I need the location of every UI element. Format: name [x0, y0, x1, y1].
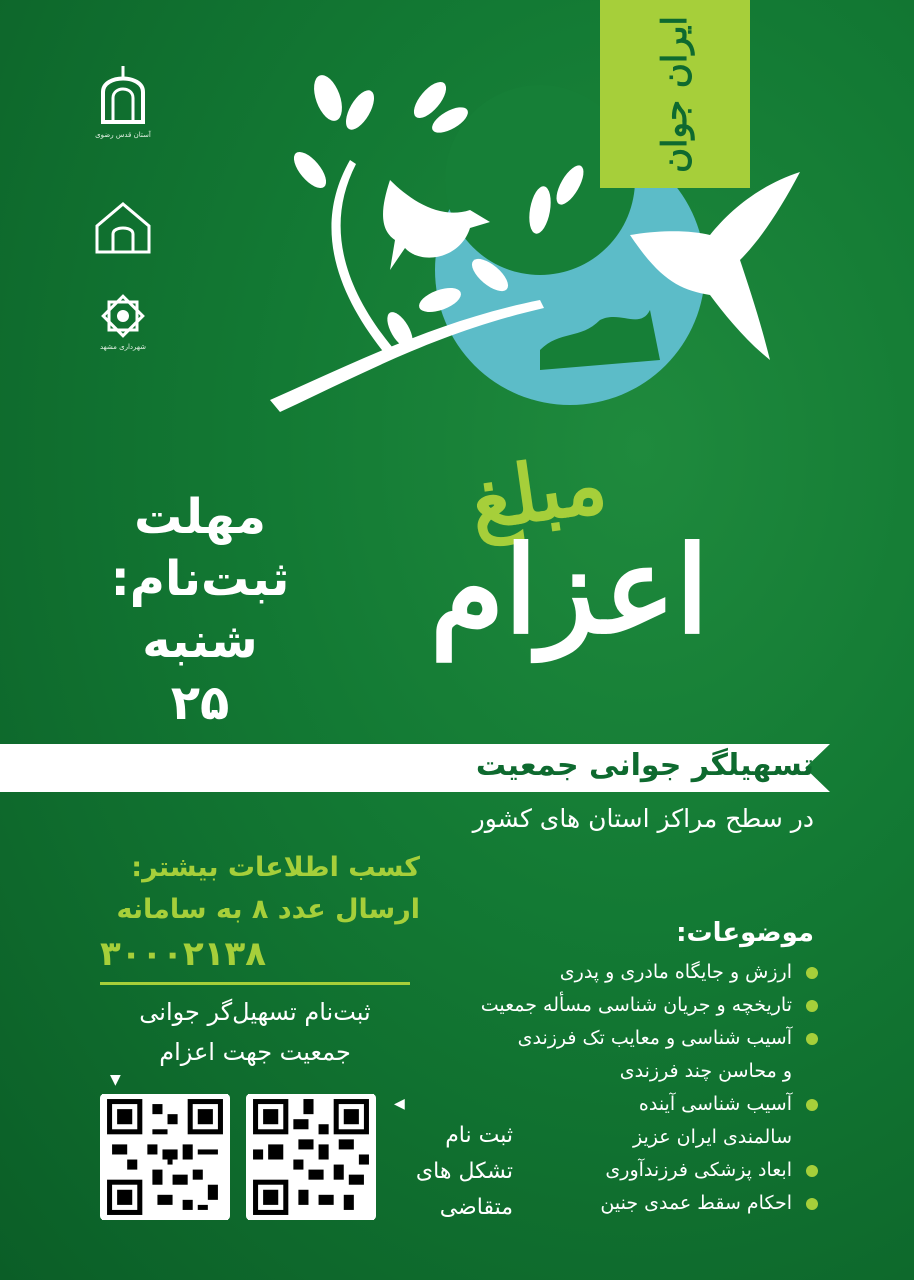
deadline-line: شنبه: [142, 613, 258, 669]
bullet-icon: [806, 967, 818, 979]
topic-label: آسیب شناسی و معایب تک فرزندی: [517, 1027, 792, 1049]
topic-item: [398, 1055, 818, 1088]
topic-item: [398, 1154, 818, 1187]
top-banner: [600, 0, 750, 188]
info-block: [100, 848, 420, 976]
deadline-line: مهلت: [134, 489, 266, 545]
mashhad-municipality-icon: [99, 292, 147, 340]
bullet-icon: [806, 1165, 818, 1177]
title-main: اعزام: [430, 520, 709, 661]
topic-item: [398, 1088, 818, 1121]
shrine-dome-icon: [95, 62, 151, 128]
topic-label: احکام سقط عمدی جنین: [600, 1192, 792, 1214]
qr-code-facilitator[interactable]: [100, 1094, 230, 1220]
ribbon-headline: تسهیلگر جوانی جمعیت: [475, 748, 814, 783]
bullet-icon: [806, 1000, 818, 1012]
banner-title: ایران جوان: [655, 15, 695, 173]
qr-code-icon: [100, 1094, 230, 1220]
qr-code-icon: [246, 1094, 376, 1220]
bullet-icon: [806, 1198, 818, 1210]
organizations-registration: ثبت نام تشکل های متقاضی: [415, 1123, 513, 1220]
topic-label: ارزش و جایگاه مادری و پدری: [559, 961, 792, 983]
logo-astan-quds: [82, 62, 164, 140]
topic-label: سالمندی ایران عزیز: [632, 1126, 792, 1148]
deadline-line: ثبت‌نام:: [110, 551, 290, 607]
topic-label: و محاسن چند فرزندی: [619, 1060, 792, 1082]
triangle-left-icon: ◀: [394, 1096, 405, 1112]
topics-title: موضوعات:: [676, 918, 814, 948]
topic-label: آسیب شناسی آینده: [638, 1093, 792, 1115]
registration-text: ثبت‌نام تسهیل‌گر جوانی جمعیت جهت اعزام: [139, 998, 371, 1066]
ribbon-subtitle: در سطح مراکز استان های کشور: [472, 804, 814, 833]
bullet-icon: [806, 1033, 818, 1045]
topic-item: [398, 989, 818, 1022]
bullet-icon: [806, 1099, 818, 1111]
sms-number: ۳۰۰۰۲۱۳۸: [100, 934, 267, 974]
deadline-date: ۲۵: [170, 675, 230, 731]
logo-caption: شهرداری مشهد: [100, 343, 146, 351]
triangle-down-icon: ▼: [110, 1072, 121, 1088]
topic-item: [398, 1022, 818, 1055]
topic-item: [398, 956, 818, 989]
title-subtitle: مبلغ: [464, 435, 612, 549]
topic-label: تاریخچه و جریان شناسی مسأله جمعیت: [480, 994, 792, 1016]
topic-item: [398, 1187, 818, 1220]
topics-list: [398, 956, 818, 1220]
info-line: ارسال عدد ۸ به سامانه: [116, 894, 420, 925]
mosque-icon: [93, 200, 153, 256]
logo-caption: آستان قدس رضوی: [95, 131, 151, 139]
logo-mosque: [82, 200, 164, 256]
topic-item: [398, 1121, 818, 1154]
info-line: کسب اطلاعات بیشتر:: [131, 852, 420, 883]
qr-code-organizations[interactable]: [246, 1094, 376, 1220]
topic-label: ابعاد پزشکی فرزندآوری: [605, 1159, 792, 1181]
divider: [100, 982, 410, 985]
logo-mashhad: [82, 292, 164, 352]
